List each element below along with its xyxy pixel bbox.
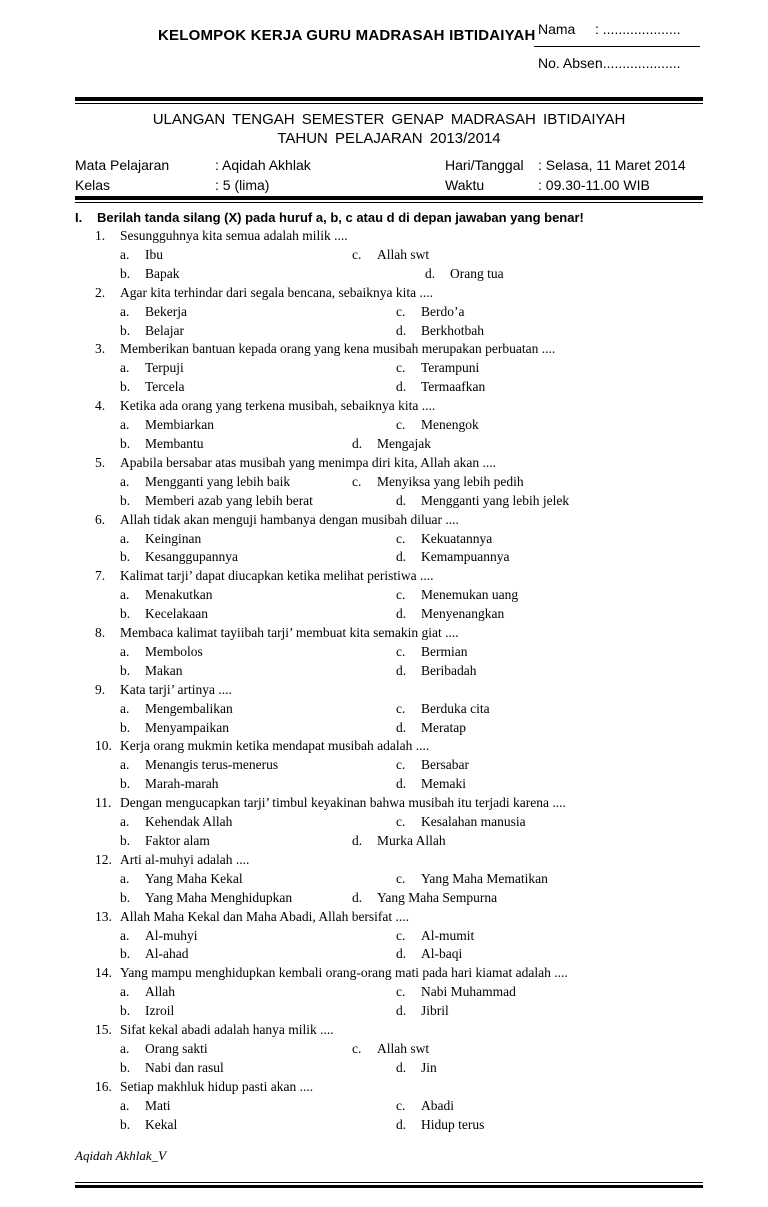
- option-letter: d.: [396, 719, 407, 735]
- question-line: [0, 567, 768, 586]
- option-text: Bapak: [145, 265, 180, 281]
- question-block: [0, 964, 768, 1021]
- option-row: [0, 548, 768, 567]
- question-text: Kata tarji’ artinya ....: [120, 681, 232, 697]
- option-text: Yang Maha Kekal: [145, 870, 243, 886]
- question-text: Sifat kekal abadi adalah hanya milik ....: [120, 1022, 334, 1038]
- option-text: Yang Maha Menghidupkan: [145, 889, 293, 905]
- organization-title: KELOMPOK KERJA GURU MADRASAH IBTIDAIYAH: [158, 27, 536, 44]
- option-row: [0, 586, 768, 605]
- question-line: [0, 454, 768, 473]
- option-text: Membantu: [145, 435, 204, 451]
- option-text: Menyampaikan: [145, 719, 229, 735]
- option-row: [0, 416, 768, 435]
- option-row: [0, 435, 768, 454]
- option-letter: b.: [120, 1003, 131, 1019]
- question-text: Yang mampu menghidupkan kembali orang-orang mati pada hari kiamat adalah ....: [120, 965, 568, 981]
- option-letter: d.: [396, 492, 407, 508]
- question-block: [0, 1078, 768, 1135]
- option-letter: d.: [396, 606, 407, 622]
- option-letter: c.: [396, 530, 406, 546]
- question-text: Setiap makhluk hidup pasti akan ....: [120, 1078, 314, 1094]
- question-block: [0, 454, 768, 511]
- time-label: Waktu: [445, 177, 485, 193]
- question-number: 10.: [95, 738, 112, 754]
- option-letter: d.: [396, 1059, 407, 1075]
- option-row: [0, 643, 768, 662]
- option-letter: d.: [396, 549, 407, 565]
- option-row: [0, 1059, 768, 1078]
- option-letter: c.: [396, 360, 406, 376]
- option-letter: d.: [352, 833, 363, 848]
- option-row: [0, 378, 768, 397]
- question-number: 8.: [95, 625, 106, 641]
- option-letter: a.: [120, 814, 130, 830]
- name-fill-in: : ....................: [595, 21, 681, 37]
- question-block: [0, 227, 768, 284]
- option-row: [0, 870, 768, 889]
- question-number: 4.: [95, 398, 106, 414]
- option-letter: b.: [120, 662, 131, 678]
- subject-value: : Aqidah Akhlak: [215, 157, 311, 173]
- option-letter: c.: [396, 643, 406, 659]
- question-block: [0, 737, 768, 794]
- exam-title-line2: TAHUN PELAJARAN 2013/2014: [277, 130, 501, 147]
- option-text: Jibril: [421, 1003, 449, 1019]
- option-text: Abadi: [421, 1097, 454, 1113]
- option-row: [0, 359, 768, 378]
- option-text: Al-muhyi: [145, 927, 198, 943]
- question-line: [0, 908, 768, 927]
- name-underline-divider: [534, 46, 700, 47]
- option-text: Kesanggupannya: [145, 549, 238, 565]
- question-block: [0, 397, 768, 454]
- option-letter: b.: [120, 435, 131, 451]
- questions-list: [0, 227, 768, 1135]
- option-letter: c.: [396, 870, 406, 886]
- question-number: 3.: [95, 341, 106, 357]
- option-text: Al-mumit: [421, 927, 475, 943]
- option-row: [0, 1002, 768, 1021]
- option-letter: d.: [396, 1116, 407, 1132]
- option-row: [0, 775, 768, 794]
- option-letter: a.: [120, 473, 130, 489]
- option-letter: d.: [396, 776, 407, 792]
- section-numeral: I.: [75, 210, 83, 225]
- question-block: [0, 511, 768, 568]
- option-text: Meratap: [421, 719, 466, 735]
- option-letter: c.: [352, 1040, 362, 1056]
- option-text: Membolos: [145, 643, 203, 659]
- option-row: [0, 265, 768, 284]
- option-text: Bersabar: [421, 757, 469, 773]
- option-letter: b.: [120, 1059, 131, 1075]
- question-number: 6.: [95, 511, 106, 527]
- option-letter: a.: [120, 870, 130, 886]
- question-line: [0, 284, 768, 303]
- question-number: 7.: [95, 568, 106, 584]
- option-text: Faktor alam: [145, 833, 210, 848]
- option-text: Allah: [145, 984, 175, 1000]
- option-text: Mati: [145, 1097, 171, 1113]
- question-block: [0, 284, 768, 341]
- question-text: Memberikan bantuan kepada orang yang kena musibah merupakan perbuatan ....: [120, 341, 556, 357]
- option-text: Yang Maha Sempurna: [377, 889, 498, 905]
- option-text: Memaki: [421, 776, 466, 792]
- option-text: Murka Allah: [377, 833, 446, 848]
- option-letter: a.: [120, 643, 130, 659]
- option-text: Berduka cita: [421, 700, 490, 716]
- question-block: [0, 340, 768, 397]
- option-row: [0, 605, 768, 624]
- option-text: Marah-marah: [145, 776, 219, 792]
- option-text: Yang Maha Mematikan: [421, 870, 548, 886]
- absen-fill-in: : ....................: [595, 55, 681, 71]
- option-letter: d.: [396, 1003, 407, 1019]
- question-line: [0, 511, 768, 530]
- option-row: [0, 700, 768, 719]
- question-text: Allah Maha Kekal dan Maha Abadi, Allah bersifat ....: [120, 908, 410, 924]
- question-block: [0, 1021, 768, 1078]
- option-row: [0, 889, 768, 908]
- option-letter: a.: [120, 927, 130, 943]
- footer-divider: [75, 1182, 703, 1188]
- date-label: Hari/Tanggal: [445, 157, 524, 173]
- option-row: [0, 246, 768, 265]
- option-letter: b.: [120, 492, 131, 508]
- option-row: [0, 1116, 768, 1135]
- option-letter: d.: [425, 265, 436, 281]
- option-text: Membiarkan: [145, 417, 214, 433]
- option-letter: b.: [120, 549, 131, 565]
- option-text: Kekuatannya: [421, 530, 493, 546]
- option-text: Mengembalikan: [145, 700, 233, 716]
- question-block: [0, 567, 768, 624]
- question-number: 5.: [95, 454, 106, 470]
- option-text: Mengganti yang lebih baik: [145, 473, 291, 489]
- class-label: Kelas: [75, 177, 111, 193]
- option-text: Terampuni: [421, 360, 480, 376]
- question-line: [0, 851, 768, 870]
- option-text: Orang sakti: [145, 1040, 208, 1056]
- option-text: Termaafkan: [421, 379, 486, 395]
- question-line: [0, 794, 768, 813]
- option-letter: c.: [396, 700, 406, 716]
- subject-label: Mata Pelajaran: [75, 157, 170, 173]
- option-text: Ibu: [145, 246, 163, 262]
- option-text: Nabi dan rasul: [145, 1059, 224, 1075]
- question-line: [0, 397, 768, 416]
- option-letter: b.: [120, 946, 131, 962]
- option-row: [0, 1097, 768, 1116]
- option-letter: a.: [120, 417, 130, 433]
- option-text: Allah swt: [377, 1040, 430, 1056]
- option-letter: b.: [120, 322, 131, 338]
- question-number: 1.: [95, 228, 106, 243]
- question-number: 15.: [95, 1022, 112, 1038]
- option-text: Menyiksa yang lebih pedih: [377, 473, 524, 489]
- option-text: Bermian: [421, 643, 468, 659]
- question-block: [0, 908, 768, 965]
- question-text: Ketika ada orang yang terkena musibah, sebaiknya kita ....: [120, 398, 436, 414]
- option-text: Bekerja: [145, 303, 187, 319]
- class-value: : 5 (lima): [215, 177, 270, 193]
- option-text: Berdo’a: [421, 303, 465, 319]
- question-text: Allah tidak akan menguji hambanya dengan musibah diluar ....: [120, 511, 459, 527]
- option-letter: a.: [120, 700, 130, 716]
- question-line: [0, 964, 768, 983]
- question-text: Arti al-muhyi adalah ....: [120, 851, 250, 867]
- option-text: Tercela: [145, 379, 185, 395]
- option-row: [0, 303, 768, 322]
- question-line: [0, 681, 768, 700]
- info-divider: [75, 196, 703, 203]
- option-letter: a.: [120, 984, 130, 1000]
- option-row: [0, 530, 768, 549]
- absen-label: No. Absen: [538, 55, 603, 71]
- option-letter: c.: [396, 927, 406, 943]
- question-text: Kerja orang mukmin ketika mendapat musibah adalah ....: [120, 738, 430, 754]
- option-row: [0, 719, 768, 738]
- footer-document-label: Aqidah Akhlak_V: [75, 1148, 167, 1163]
- question-block: [0, 851, 768, 908]
- exam-title-line1: ULANGAN TENGAH SEMESTER GENAP MADRASAH IBTIDAIYAH: [152, 111, 626, 128]
- option-text: Hidup terus: [421, 1116, 485, 1132]
- option-text: Kehendak Allah: [145, 814, 233, 830]
- question-line: [0, 624, 768, 643]
- question-number: 14.: [95, 965, 112, 981]
- question-text: Dengan mengucapkan tarji’ timbul keyakinan bahwa musibah itu terjadi karena ....: [120, 795, 566, 811]
- option-letter: d.: [352, 435, 363, 451]
- option-row: [0, 1040, 768, 1059]
- option-letter: a.: [120, 1097, 130, 1113]
- option-text: Menangis terus-menerus: [145, 757, 279, 773]
- option-text: Mengajak: [377, 435, 431, 451]
- question-number: 13.: [95, 908, 112, 924]
- question-text: Kalimat tarji’ dapat diucapkan ketika melihat peristiwa ....: [120, 568, 434, 584]
- option-letter: c.: [396, 1097, 406, 1113]
- option-letter: c.: [396, 757, 406, 773]
- header-divider: [75, 97, 703, 104]
- option-letter: b.: [120, 1116, 131, 1132]
- question-number: 2.: [95, 284, 106, 300]
- option-text: Makan: [145, 662, 183, 678]
- option-letter: a.: [120, 360, 130, 376]
- option-text: Mengganti yang lebih jelek: [421, 492, 570, 508]
- option-letter: c.: [352, 246, 362, 262]
- option-row: [0, 983, 768, 1002]
- option-text: Al-ahad: [145, 946, 189, 962]
- option-text: Menakutkan: [145, 587, 213, 603]
- option-letter: d.: [352, 889, 363, 905]
- option-letter: b.: [120, 776, 131, 792]
- option-text: Kesalahan manusia: [421, 814, 526, 830]
- option-text: Beribadah: [421, 662, 477, 678]
- question-text: Membaca kalimat tayiibah tarji’ membuat kita semakin giat ....: [120, 625, 459, 641]
- option-row: [0, 322, 768, 341]
- question-block: [0, 681, 768, 738]
- option-letter: b.: [120, 833, 131, 848]
- option-text: Berkhotbah: [421, 322, 484, 338]
- option-text: Nabi Muhammad: [421, 984, 516, 1000]
- option-letter: a.: [120, 587, 130, 603]
- option-letter: d.: [396, 946, 407, 962]
- option-text: Kemampuannya: [421, 549, 510, 565]
- question-number: 16.: [95, 1078, 112, 1094]
- option-letter: a.: [120, 530, 130, 546]
- option-row: [0, 945, 768, 964]
- option-text: Izroil: [145, 1003, 175, 1019]
- option-letter: a.: [120, 246, 130, 262]
- option-letter: c.: [396, 984, 406, 1000]
- question-text: Agar kita terhindar dari segala bencana, sebaiknya kita ....: [120, 284, 433, 300]
- option-letter: c.: [396, 303, 406, 319]
- option-row: [0, 927, 768, 946]
- question-number: 11.: [95, 795, 112, 811]
- option-letter: c.: [396, 587, 406, 603]
- date-value: : Selasa, 11 Maret 2014: [538, 157, 686, 173]
- option-row: [0, 492, 768, 511]
- question-block: [0, 794, 768, 851]
- option-text: Allah swt: [377, 246, 430, 262]
- option-letter: c.: [396, 417, 406, 433]
- option-text: Memberi azab yang lebih berat: [145, 492, 313, 508]
- section-instruction: Berilah tanda silang (X) pada huruf a, b, c atau d di depan jawaban yang benar!: [97, 210, 584, 225]
- question-line: [0, 340, 768, 359]
- option-text: Kecelakaan: [145, 606, 208, 622]
- option-letter: c.: [352, 473, 362, 489]
- question-line: [0, 1021, 768, 1040]
- question-number: 9.: [95, 681, 106, 697]
- name-label: Nama: [538, 21, 576, 37]
- option-letter: b.: [120, 379, 131, 395]
- option-letter: d.: [396, 662, 407, 678]
- option-letter: b.: [120, 889, 131, 905]
- option-letter: c.: [396, 814, 406, 830]
- option-row: [0, 756, 768, 775]
- option-row: [0, 662, 768, 681]
- question-text: Sesungguhnya kita semua adalah milik ....: [120, 228, 348, 243]
- option-letter: b.: [120, 606, 131, 622]
- option-text: Belajar: [145, 322, 184, 338]
- question-line: [0, 1078, 768, 1097]
- option-row: [0, 813, 768, 832]
- question-block: [0, 624, 768, 681]
- option-letter: d.: [396, 322, 407, 338]
- option-text: Menengok: [421, 417, 479, 433]
- option-text: Jin: [421, 1059, 437, 1075]
- option-letter: b.: [120, 265, 131, 281]
- option-text: Keinginan: [145, 530, 202, 546]
- option-text: Menemukan uang: [421, 587, 519, 603]
- option-letter: a.: [120, 303, 130, 319]
- option-text: Kekal: [145, 1116, 178, 1132]
- time-value: : 09.30-11.00 WIB: [538, 177, 650, 193]
- option-letter: b.: [120, 719, 131, 735]
- option-row: [0, 473, 768, 492]
- option-text: Menyenangkan: [421, 606, 505, 622]
- option-text: Orang tua: [450, 265, 504, 281]
- option-text: Al-baqi: [421, 946, 463, 962]
- question-line: [0, 227, 768, 246]
- option-letter: a.: [120, 757, 130, 773]
- question-text: Apabila bersabar atas musibah yang menimpa diri kita, Allah akan ....: [120, 454, 497, 470]
- option-text: Terpuji: [145, 360, 184, 376]
- option-row: [0, 832, 768, 851]
- option-letter: a.: [120, 1040, 130, 1056]
- option-letter: d.: [396, 379, 407, 395]
- question-number: 12.: [95, 851, 112, 867]
- question-line: [0, 737, 768, 756]
